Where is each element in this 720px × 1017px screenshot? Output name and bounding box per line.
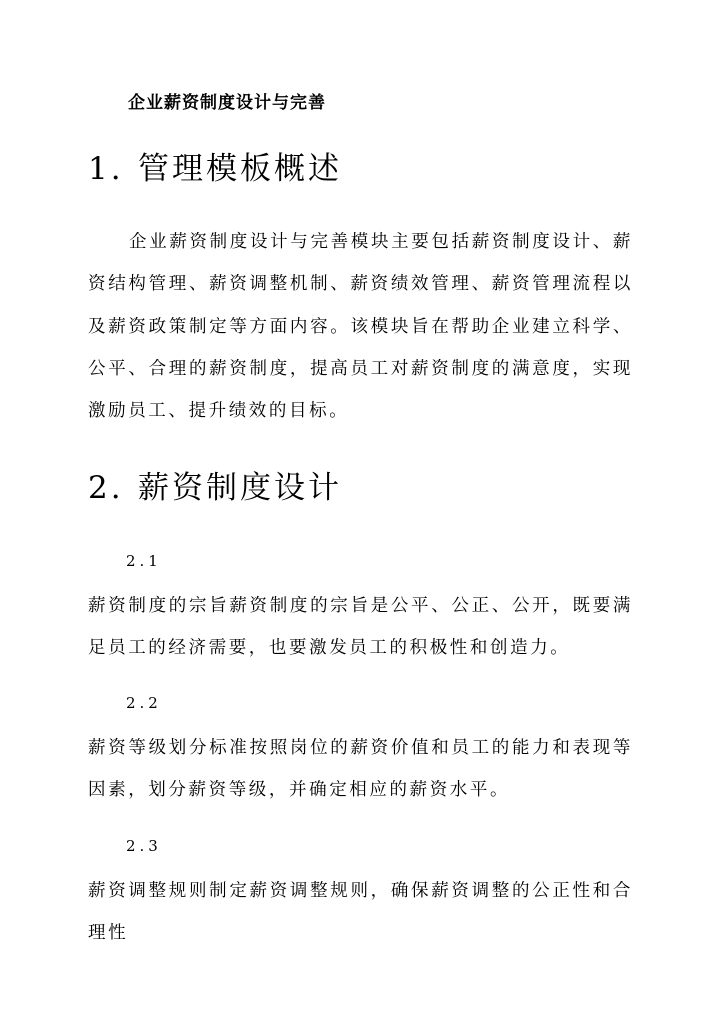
subsection-2-3-text: 薪资调整规则制定薪资调整规则，确保薪资调整的公正性和合理性: [88, 881, 633, 944]
section-2-title: 薪资制度设计: [138, 470, 342, 506]
subsection-2-3-number: 2.3: [126, 837, 162, 855]
section-1-heading: [88, 143, 342, 188]
section-2-number: 2.: [88, 470, 124, 506]
document-title: 企业薪资制度设计与完善: [128, 93, 326, 113]
subsection-2-2-text: 薪资等级划分标准按照岗位的薪资价值和员工的能力和表现等因素，划分薪资等级，并确定相应的薪资水平。: [88, 738, 633, 801]
section-1-paragraph: 企业薪资制度设计与完善模块主要包括薪资制度设计、薪资结构管理、薪资调整机制、薪资绩效管理、薪资管理流程以及薪资政策制定等方面内容。该模块旨在帮助企业建立科学、公平、合理的薪资制度，提高员工对薪资制度的满意度，实现激励员工、提升绩效的目标。: [88, 232, 633, 422]
subsection-2-1-number: 2.1: [126, 552, 162, 570]
subsection-2-1-text: 薪资制度的宗旨薪资制度的宗旨是公平、公正、公开，既要满足员工的经济需要，也要激发员工的积极性和创造力。: [88, 596, 633, 659]
section-2-heading: [88, 462, 342, 507]
section-1-number: 1.: [88, 151, 124, 187]
section-1-title: 管理模板概述: [138, 151, 342, 187]
subsection-2-2-number: 2.2: [126, 694, 162, 712]
